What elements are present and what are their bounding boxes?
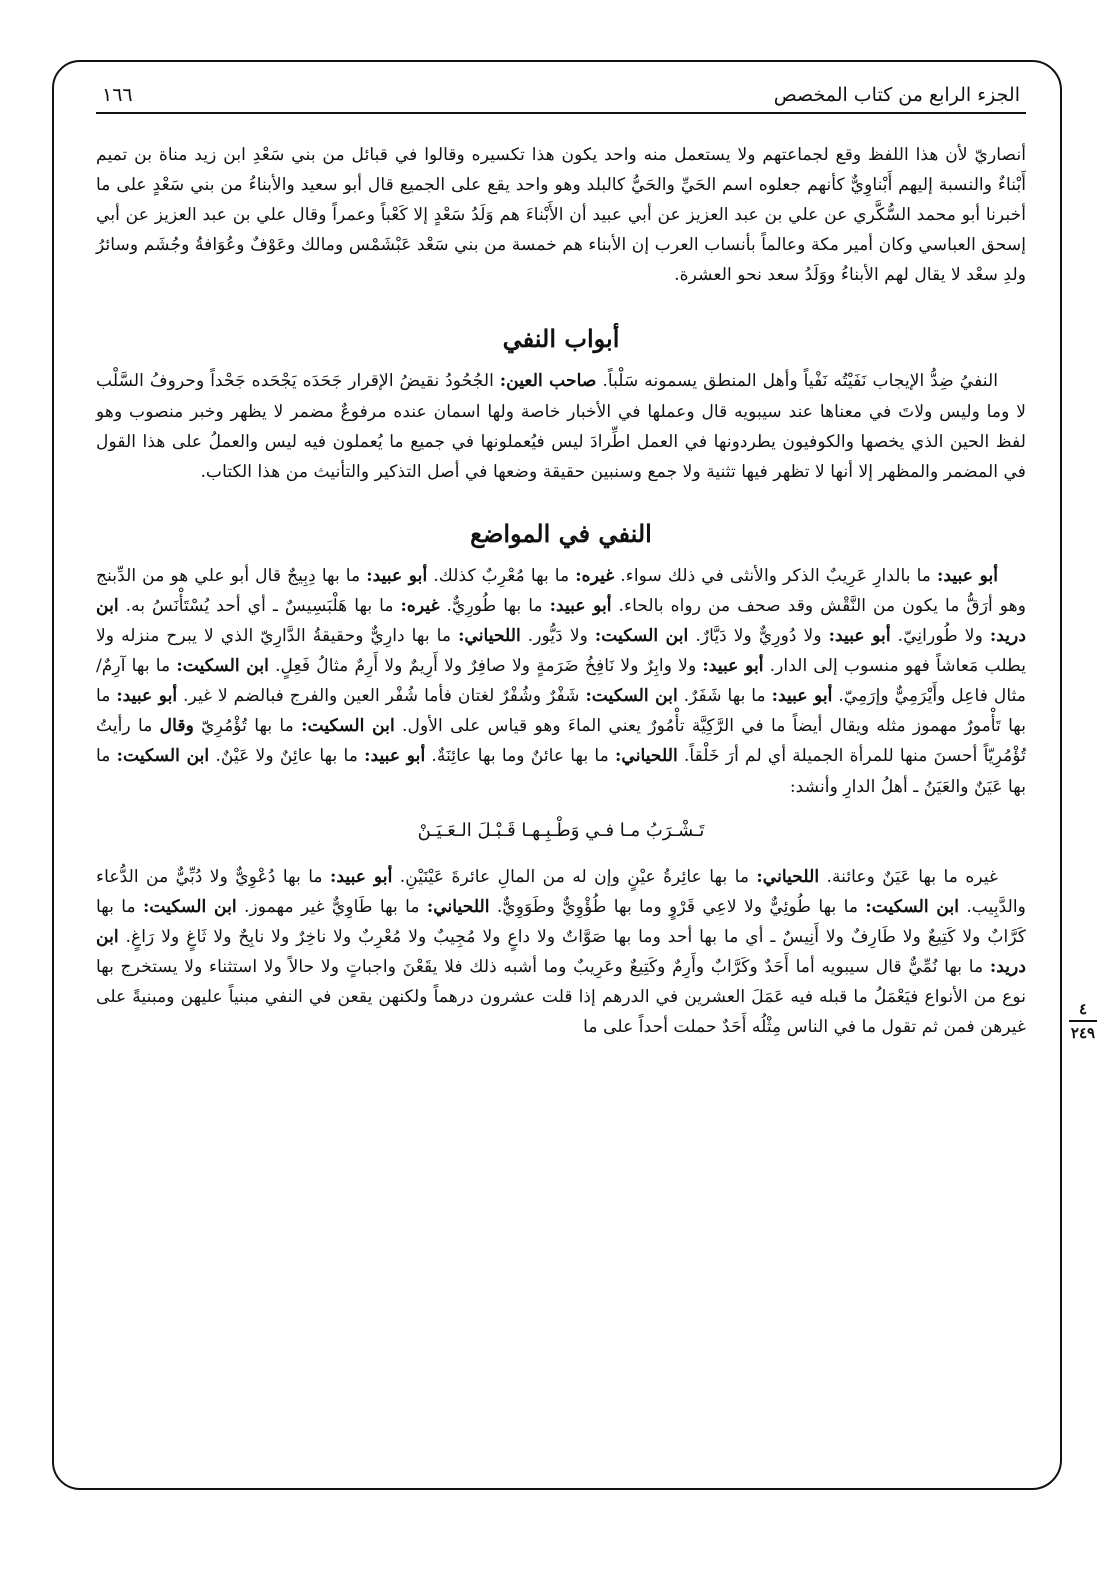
margin-volume: ٤ <box>1078 1000 1088 1018</box>
section-heading-negation-places: النفي في المواضع <box>470 518 652 548</box>
speaker: أبو عبيد: <box>937 565 999 586</box>
poetry-verse: تَـشْـرَبُ مـا فـي وَطْـبِـهـا قَـبْـلَ الـعَـيَـنْ <box>417 819 705 841</box>
page <box>96 72 1026 1042</box>
section-heading-negation: أبواب النفي <box>502 324 620 354</box>
margin-reference <box>1066 1000 1100 1042</box>
speaker: أبو عبيد: <box>116 686 178 707</box>
paragraph-places: أبو عبيد: ما بالدارِ عَرِيبٌ الذكر والأنثى في ذلك سواء. غيره: ما بها مُعْرِبٌ كذلك. أبو عبيد: ما بها دِبِيجٌ قال أبو علي هو من الدِّبنج وهو أرَقُّ ما يكون من النَّقْش وقد صحف من رواه بالحاء. أبو عبيد: ما بها طُورِيٌّ. غيره: ما بها هَلْبَسِيسٌ ـ أي أحد يُسْتَأْنَسُ به. ابن دريد: ولا طُورانِيّ. أبو عبيد: ولا دُورِيٌّ ولا دَيَّارٌ. ابن السكيت: ولا دَيُّور. اللحياني: ما بها دارِيٌّ وحقيقةُ الدَّارِيّ الذي لا يبرح منزله ولا يطلب مَعاشاً فهو منسوب إلى الدار. أبو عبيد: ولا وابِرٌ ولا نَافِخُ ضَرَمةٍ ولا صافِرٌ ولا أَرِيمٌ ولا أَرِمٌ مثالُ فَعِلٍ. ابن السكيت: ما بها آرِمٌ/ مثال فاعِل وأَيْرَمِيٌّ وإرَمِيّ. أبو عبيد: ما بها شَفَرٌ. ابن السكيت: شَفْرٌ وشُفْرٌ لغتان فأما شُفْر العين والفرج فبالضم لا غير. أبو عبيد: ما بها تَأْمورٌ مهموز مثله ويقال أيضاً ما في الرَّكِيَّة تأْمُورٌ يعني الماءَ وهو قياس على الأول. ابن السكيت: ما بها تُؤْمُرِيّ وقال ما رأيتُ تُؤْمُرِيّاً أحسنَ منها للمرأة الجميلة أي لم أرَ خَلْقاً. اللحياني: ما بها عائنٌ وما بها عائِنَةٌ. أبو عبيد: ما بها عائِنٌ ولا عَيْنٌ. ابن السكيت: ما بها عَيَنٌ والعَيَنُ ـ أهلُ الدارِ وأنشد: <box>96 565 1027 797</box>
speaker: ابن السكيت: <box>585 686 678 707</box>
speaker: اللحياني: <box>458 626 521 647</box>
speaker: وقال <box>159 716 194 737</box>
speaker: ابن دريد: <box>96 595 1027 647</box>
margin-page: ٢٤٩ <box>1070 1024 1096 1042</box>
speaker: ابن السكيت: <box>116 746 210 767</box>
speaker: ابن السكيت: <box>176 656 269 677</box>
speaker: أبو عبيد: <box>771 686 833 707</box>
speaker: اللحياني: <box>426 896 490 917</box>
speaker: أبو عبيد: <box>828 626 891 647</box>
book-title: الجزء الرابع من كتاب المخصص <box>773 84 1020 106</box>
paragraph-continuation: أنصاريّ لأن هذا اللفظ وقع لجماعتهم ولا يستعمل منه واحد يكون هذا تكسيره وقالوا في قبائل من بني سَعْدِ ابن زيد مناة بن تميم أَبْناءٌ والنسبة إليهم أَبْناوِيٌّ كأنهم جعلوه اسم الحَيِّ والحَيُّ كالبلد وهو واحد يقع على الجميع قال أبو سعيد والأبناءُ من بني سَعْدٍ على ما أخبرنا أبو محمد السُّكَّري عن علي بن عبد العزيز عن أبي عبيد أن الأَبْناءَ هم وَلَدُ سَعْدٍ إلا كَعْباً وعمراً وقال علي بن عبد العزيز عن أبي إسحق العباسي وكان أمير مكة وعالماً بأنساب العرب إن الأبناء هم خمسة من بني سَعْد عَبْشَمْس ومالك وعَوْفٌ وعُوَافةُ وجُشَم وسائرُ ولدِ سعْد لا يقال لهم الأبناءُ ووَلَدُ سعد نحو العشرة. <box>96 145 1026 286</box>
speaker: غيره: <box>400 595 440 616</box>
running-header <box>96 72 1026 114</box>
speaker: ابن السكيت: <box>301 716 395 737</box>
speaker: أبو عبيد: <box>366 565 428 586</box>
margin-divider <box>1069 1020 1097 1022</box>
speaker: أبو عبيد: <box>549 595 612 616</box>
page-number: ١٦٦ <box>102 84 133 106</box>
speaker: أبو عبيد: <box>364 746 426 767</box>
speaker: ابن دريد: <box>96 926 1026 977</box>
paragraph-negation: النفيُ ضِدُّ الإيجاب نَفَيْتُه نَفْياً وأهل المنطق يسمونه سَلْباً. صاحب العين: الجُحُودُ نقيضُ الإقرار جَحَدَه يَجْحَده جَحْداً وحروفُ السَّلْب لا وما وليس ولاتَ في معناها عند سيبويه قال وعملها في الأخبار خاصة ولها اسمان عنده مرفوعٌ مضمر لا يظهر وخبر منصوب وهو لفظ الحين الذي يخصها والكوفيون يطردونها في العمل اطِّرادَ ليس فيُعملونها في جميع ما يُعملون فيه ليس والعملُ على هذا القول في المضمر والمظهر إلا أنها لا تظهر فيها تثنية ولا جمع وسنبين حقيقة وضعها في أصل التذكير والتأنيث من هذا الكتاب. <box>96 371 1026 482</box>
speaker: أبو عبيد: <box>702 656 764 677</box>
speaker: صاحب العين: <box>499 371 597 392</box>
page-body <box>96 140 1026 1042</box>
speaker: غيره: <box>575 565 615 586</box>
speaker: أبو عبيد: <box>330 866 393 887</box>
speaker: ابن السكيت: <box>142 896 237 917</box>
speaker: ابن السكيت: <box>865 896 960 917</box>
speaker: ابن السكيت: <box>594 626 689 647</box>
speaker: اللحياني: <box>756 866 820 887</box>
speaker: اللحياني: <box>615 746 678 767</box>
paragraph-continued: غيره ما بها عَيَنٌ وعائنة. اللحياني: ما بها عائِرةُ عيْنٍ وإن له من المالِ عائرةَ عَيْنَيْنِ. أبو عبيد: ما بها دُعْوِيٌّ ولا دُبِّيٌّ من الدُّعاء والدَّبِيب. ابن السكيت: ما بها طُوئِيٌّ ولا لاعِي قَرْوٍ وما بها طُؤْوِيٌّ وطَوَوِيٌّ. اللحياني: ما بها طَاوِيٌّ غير مهموز. ابن السكيت: ما بها كَرَّابٌ ولا كَتِيعٌ ولا طَارِفٌ ولا أَنِيسٌ ـ أي ما بها أحد وما بها صَوَّاتٌ ولا داعٍ ولا مُجِيبٌ ولا مُعْرِبٌ ولا ناخِرٌ ولا نابِحٌ ولا ثَاغٍ ولا رَاغٍ. ابن دريد: ما بها نُمِّيٌّ قال سيبويه أما أَحَدٌ وكَرَّابٌ وأَرِمٌ وكَتِيعٌ وعَرِيبٌ وما أشبه ذلك فلا يقَعْنَ واجباتٍ ولا حالاً ولا استثناء ولا يستخرج بها نوع من الأنواع فيَعْمَلُ ما قبله فيه عَمَلَ العشرين في الدرهم إذا قلت عشرون درهماً ولكنهن يقعن في النفي مبنياً عليهن ومبنيةً على غيرهن فمن ثم تقول ما في الناس مِثْلُه أَحَدٌ حملت أحداً على ما <box>96 866 1026 1038</box>
